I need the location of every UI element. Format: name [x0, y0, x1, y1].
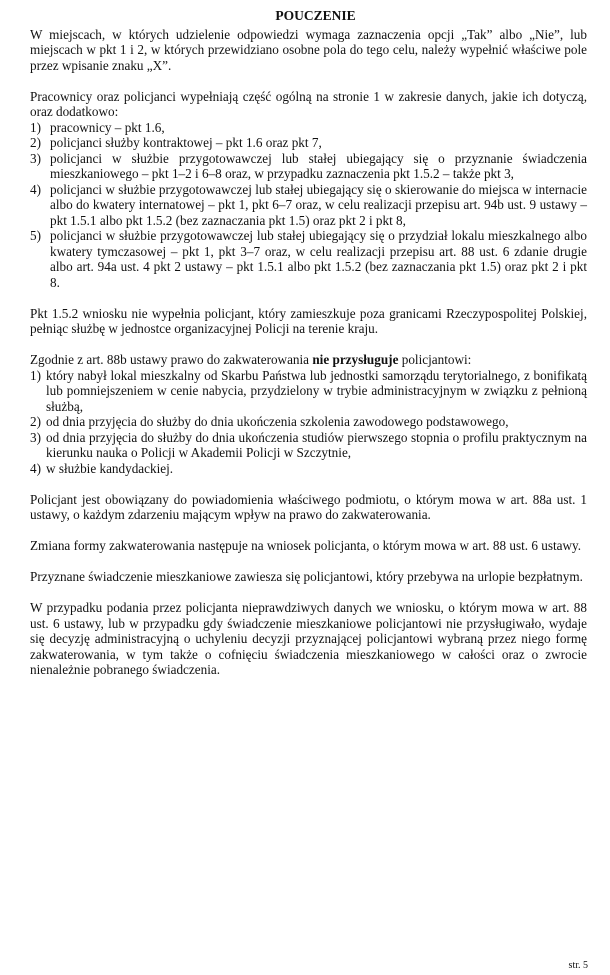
emphasis-not-entitled: nie przysługuje — [312, 352, 399, 367]
list-item-text: w służbie kandydackiej. — [46, 460, 174, 476]
page-number: str. 5 — [568, 960, 588, 971]
list-item-text: pracownicy – pkt 1.6, — [50, 119, 165, 135]
list-item-text: policjanci w służbie przygotowawczej lub stałej ubiegający się o przydział lokalu mieszkalnego albo kwatery tymczasowej – pkt 1, pkt 3–7 oraz, w celu realizacji przepisu art. 88 ust. 6 zdanie drugie albo art. 94a ust. 4 pkt 2 ustawy – pkt 1.5.1 albo pkt 1.5.2 (bez zaznaczania pkt 1.5) oraz pkt 2 i pkt 8. — [50, 228, 587, 290]
list-item — [30, 120, 587, 136]
paragraph-pkt-1-5-2: Pkt 1.5.2 wniosku nie wypełnia policjant, który zamieszkuje poza granicami Rzeczypospolitej Polskiej, pełniąc służbę w jednostce organizacyjnej Policji na terenie kraju. — [30, 305, 587, 336]
list-item-text: który nabył lokal mieszkalny od Skarbu Państwa lub jednostki samorządu terytorialnego, z bonifikatą lub pomniejszeniem w cenie nabycia, przydzielony w trybie administracyjnym w związku z pełnioną służbą, — [46, 367, 587, 414]
paragraph-notification-duty: Policjant jest obowiązany do powiadomienia właściwego podmiotu, o którym mowa w art. 88a ust. 1 ustawy, o każdym zdarzeniu mającym wpływ na prawo do zakwaterowania. — [30, 491, 587, 522]
spacer — [30, 554, 587, 570]
list-item — [30, 461, 587, 477]
paragraph-instructions: W miejscach, w których udzielenie odpowiedzi wymaga zaznaczenia opcji „Tak” albo „Nie”, lub miejscach w pkt 1 i 2, w których przewidziano osobne pola do tego celu, należy wypełnić właściwe pole przez wpisanie znaku „X”. — [30, 26, 587, 73]
paragraph-change-form: Zmiana formy zakwaterowania następuje na wniosek policjanta, o którym mowa w art. 88 ust. 6 ustawy. — [30, 538, 582, 553]
list-item — [30, 135, 587, 151]
list-item-text: od dnia przyjęcia do służby do dnia ukończenia studiów pierwszego stopnia o profilu praktycznym na kierunku nauka o Policji w Akademii Policji w Szczytnie, — [46, 429, 587, 460]
spacer — [30, 337, 587, 353]
list-item — [30, 228, 587, 290]
exclusions-list — [30, 368, 587, 477]
document-page — [30, 8, 587, 678]
spacer — [30, 476, 587, 492]
spacer — [30, 290, 587, 306]
list-item-text: policjanci w służbie przygotowawczej lub stałej ubiegający się o przyznanie świadczenia mieszkaniowego – pkt 1–2 i 6–8 oraz, w przypadku zaznaczenia pkt 1.5.2 – także pkt 3, — [50, 150, 587, 181]
list-item-text: policjanci w służbie przygotowawczej lub stałej ubiegający się o skierowanie do miejsca w internacie albo do kwatery internatowej – pkt 1, pkt 6–7 oraz, w celu realizacji przepisu art. 94b ust. 9 ustawy – pkt 1.5.1 albo pkt 1.5.2 (bez zaznaczania pkt 1.5) oraz pkt 2 i pkt 8, — [50, 181, 587, 228]
spacer — [30, 523, 587, 539]
list-item — [30, 430, 587, 461]
list-item-text: od dnia przyjęcia do służby do dnia ukończenia szkolenia zawodowego podstawowego, — [46, 414, 509, 429]
paragraph-false-data: W przypadku podania przez policjanta nieprawdziwych danych we wniosku, o którym mowa w art. 88 ust. 6 ustawy, lub w przypadku gdy świadczenie mieszkaniowe policjantowi nie przysługiwało, wydaje się decyzję administracyjną o uchyleniu decyzji przyznającej policjantowi wybraną przez niego formę zakwaterowania, w tym także o cofnięciu świadczenia mieszkaniowego w całości oraz o zwrocie nienależnie pobranego świadczenia. — [30, 600, 587, 677]
list-item-number: 3) — [30, 429, 41, 445]
list-item — [30, 414, 587, 430]
list-item-number: 3) — [30, 150, 41, 166]
document-title: POUCZENIE — [275, 8, 356, 23]
list-item-number: 4) — [30, 460, 41, 476]
list-item — [30, 182, 587, 229]
spacer — [30, 585, 587, 601]
list-item-number: 1) — [30, 367, 41, 383]
list-item-number: 4) — [30, 181, 41, 197]
list-item-number: 5) — [30, 228, 41, 243]
list-item — [30, 368, 587, 415]
paragraph-art-88b: Zgodnie z art. 88b ustawy prawo do zakwaterowania nie przysługuje policjantowi: — [30, 352, 472, 367]
list-item-number: 2) — [30, 414, 41, 429]
fill-requirements-list — [30, 120, 587, 291]
list-item-text: policjanci służby kontraktowej – pkt 1.6 oraz pkt 7, — [50, 135, 322, 150]
list-item-number: 1) — [30, 119, 41, 135]
spacer — [30, 73, 587, 89]
list-item — [30, 151, 587, 182]
list-item-number: 2) — [30, 135, 41, 150]
paragraph-suspension: Przyznane świadczenie mieszkaniowe zawiesza się policjantowi, który przebywa na urlopie bezpłatnym. — [30, 569, 583, 584]
paragraph-who-fills: Pracownicy oraz policjanci wypełniają część ogólną na stronie 1 w zakresie danych, jakie ich dotyczą, oraz dodatkowo: — [30, 88, 587, 119]
